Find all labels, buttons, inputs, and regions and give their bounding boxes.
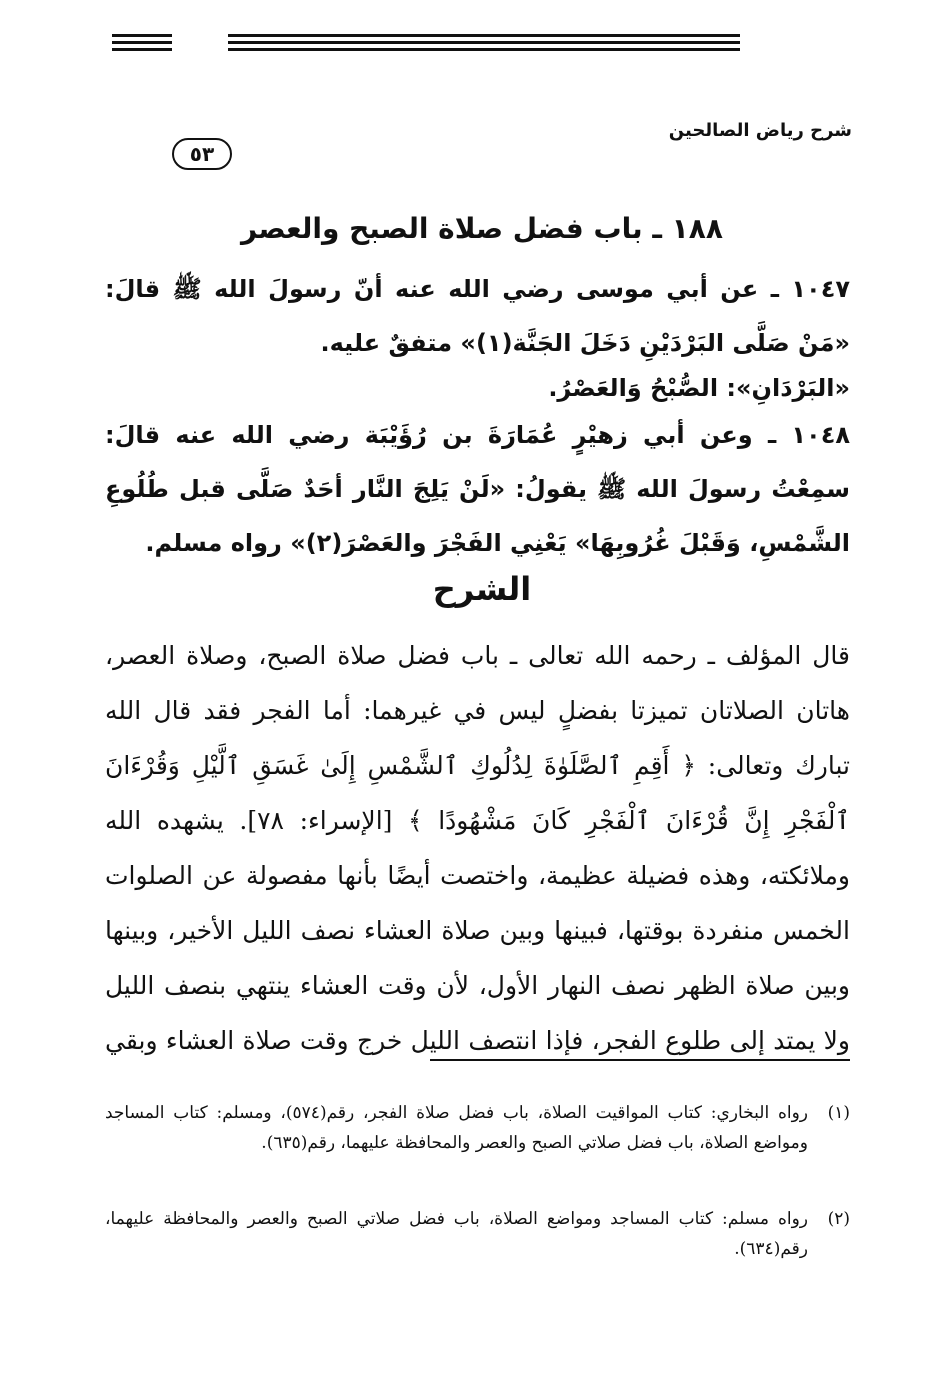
footnote-text: رواه مسلم: كتاب المساجد ومواضع الصلاة، باب فضل صلاتي الصبح والعصر والمحافظة عليهما، رقم(٦٣٤). <box>105 1209 808 1259</box>
commentary-text: قال المؤلف ـ رحمه الله تعالى ـ باب فضل صلاة الصبح، وصلاة العصر، هاتان الصلاتان تميزتا بفضلٍ ليس في غيرهما: أما الفجر فقد قال الله تبارك وتعالى: ﴿ أَقِمِ ٱلصَّلَوٰةَ لِدُلُوكِ ٱلشَّمْسِ إِلَىٰ غَسَقِ ٱلَّيْلِ وَقُرْءَانَ ٱلْفَجْرِ إِنَّ قُرْءَانَ ٱلْفَجْرِ كَانَ مَشْهُودًا ﴾ [الإسراء: ٧٨]. يشهده الله وملائكته، وهذه فضيلة عظيمة، واختصت أيضًا بأنها مفصولة عن الصلوات الخمس منفردة بوقتها، فبينها وبين صلاة العشاء نصف الليل الأخير، وبينها وبين صلاة الظهر نصف النهار الأول، لأن وقت العشاء ينتهي بنصف الليل ولا يمتد إلى طلوع الفجر، فإذا انتصف الليل خرج وقت صلاة العشاء وبقي <box>105 641 851 1055</box>
header-rule <box>112 41 172 44</box>
footnote-number: (٢) <box>827 1209 850 1229</box>
footnote-text: رواه البخاري: كتاب المواقيت الصلاة، باب فضل صلاة الفجر، رقم(٥٧٤)، ومسلم: كتاب المساجد ومواضع الصلاة، باب فضل صلاتي الصبح والعصر والمحافظة عليهما، رقم(٦٣٥). <box>105 1103 808 1153</box>
chapter-title: ١٨٨ ـ باب فضل صلاة الصبح والعصر <box>241 212 723 245</box>
header-rule <box>228 34 740 37</box>
page-number: ٥٣ <box>172 138 232 170</box>
header-rule <box>112 48 172 51</box>
header-rule <box>228 48 740 51</box>
header-rule <box>228 41 740 44</box>
footnote-divider <box>430 1059 850 1061</box>
word-gloss: «البَرْدَانِ»: الصُّبْحُ وَالعَصْرُ. <box>548 374 850 402</box>
hadith-1048: ١٠٤٨ ـ وعن أبي زهيْرٍ عُمَارَةَ بن رُؤَيْبَة رضي الله عنه قالَ: سمِعْتُ رسولَ الله ﷺ يقولُ: «لَنْ يَلِجَ النَّار أحَدٌ صَلَّى قبل طُلُوعِ الشَّمْسِ، وَقَبْلَ غُرُوبِهَا» يَعْنِي الفَجْرَ والعَصْرَ(٢)» رواه مسلم. <box>105 421 850 557</box>
header-rule <box>112 34 172 37</box>
hadith-1047: ١٠٤٧ ـ عن أبي موسى رضي الله عنه أنّ رسولَ الله ﷺ قالَ: «مَنْ صَلَّى البَرْدَيْنِ دَخَلَ الجَنَّة(١)» متفقٌ عليه. <box>105 275 850 357</box>
running-title: شرح رياض الصالحين <box>668 120 852 141</box>
footnote-2 <box>105 1204 850 1264</box>
footnote-1 <box>105 1098 850 1158</box>
commentary-heading: الشرح <box>432 570 532 608</box>
footnote-number: (١) <box>827 1103 850 1123</box>
